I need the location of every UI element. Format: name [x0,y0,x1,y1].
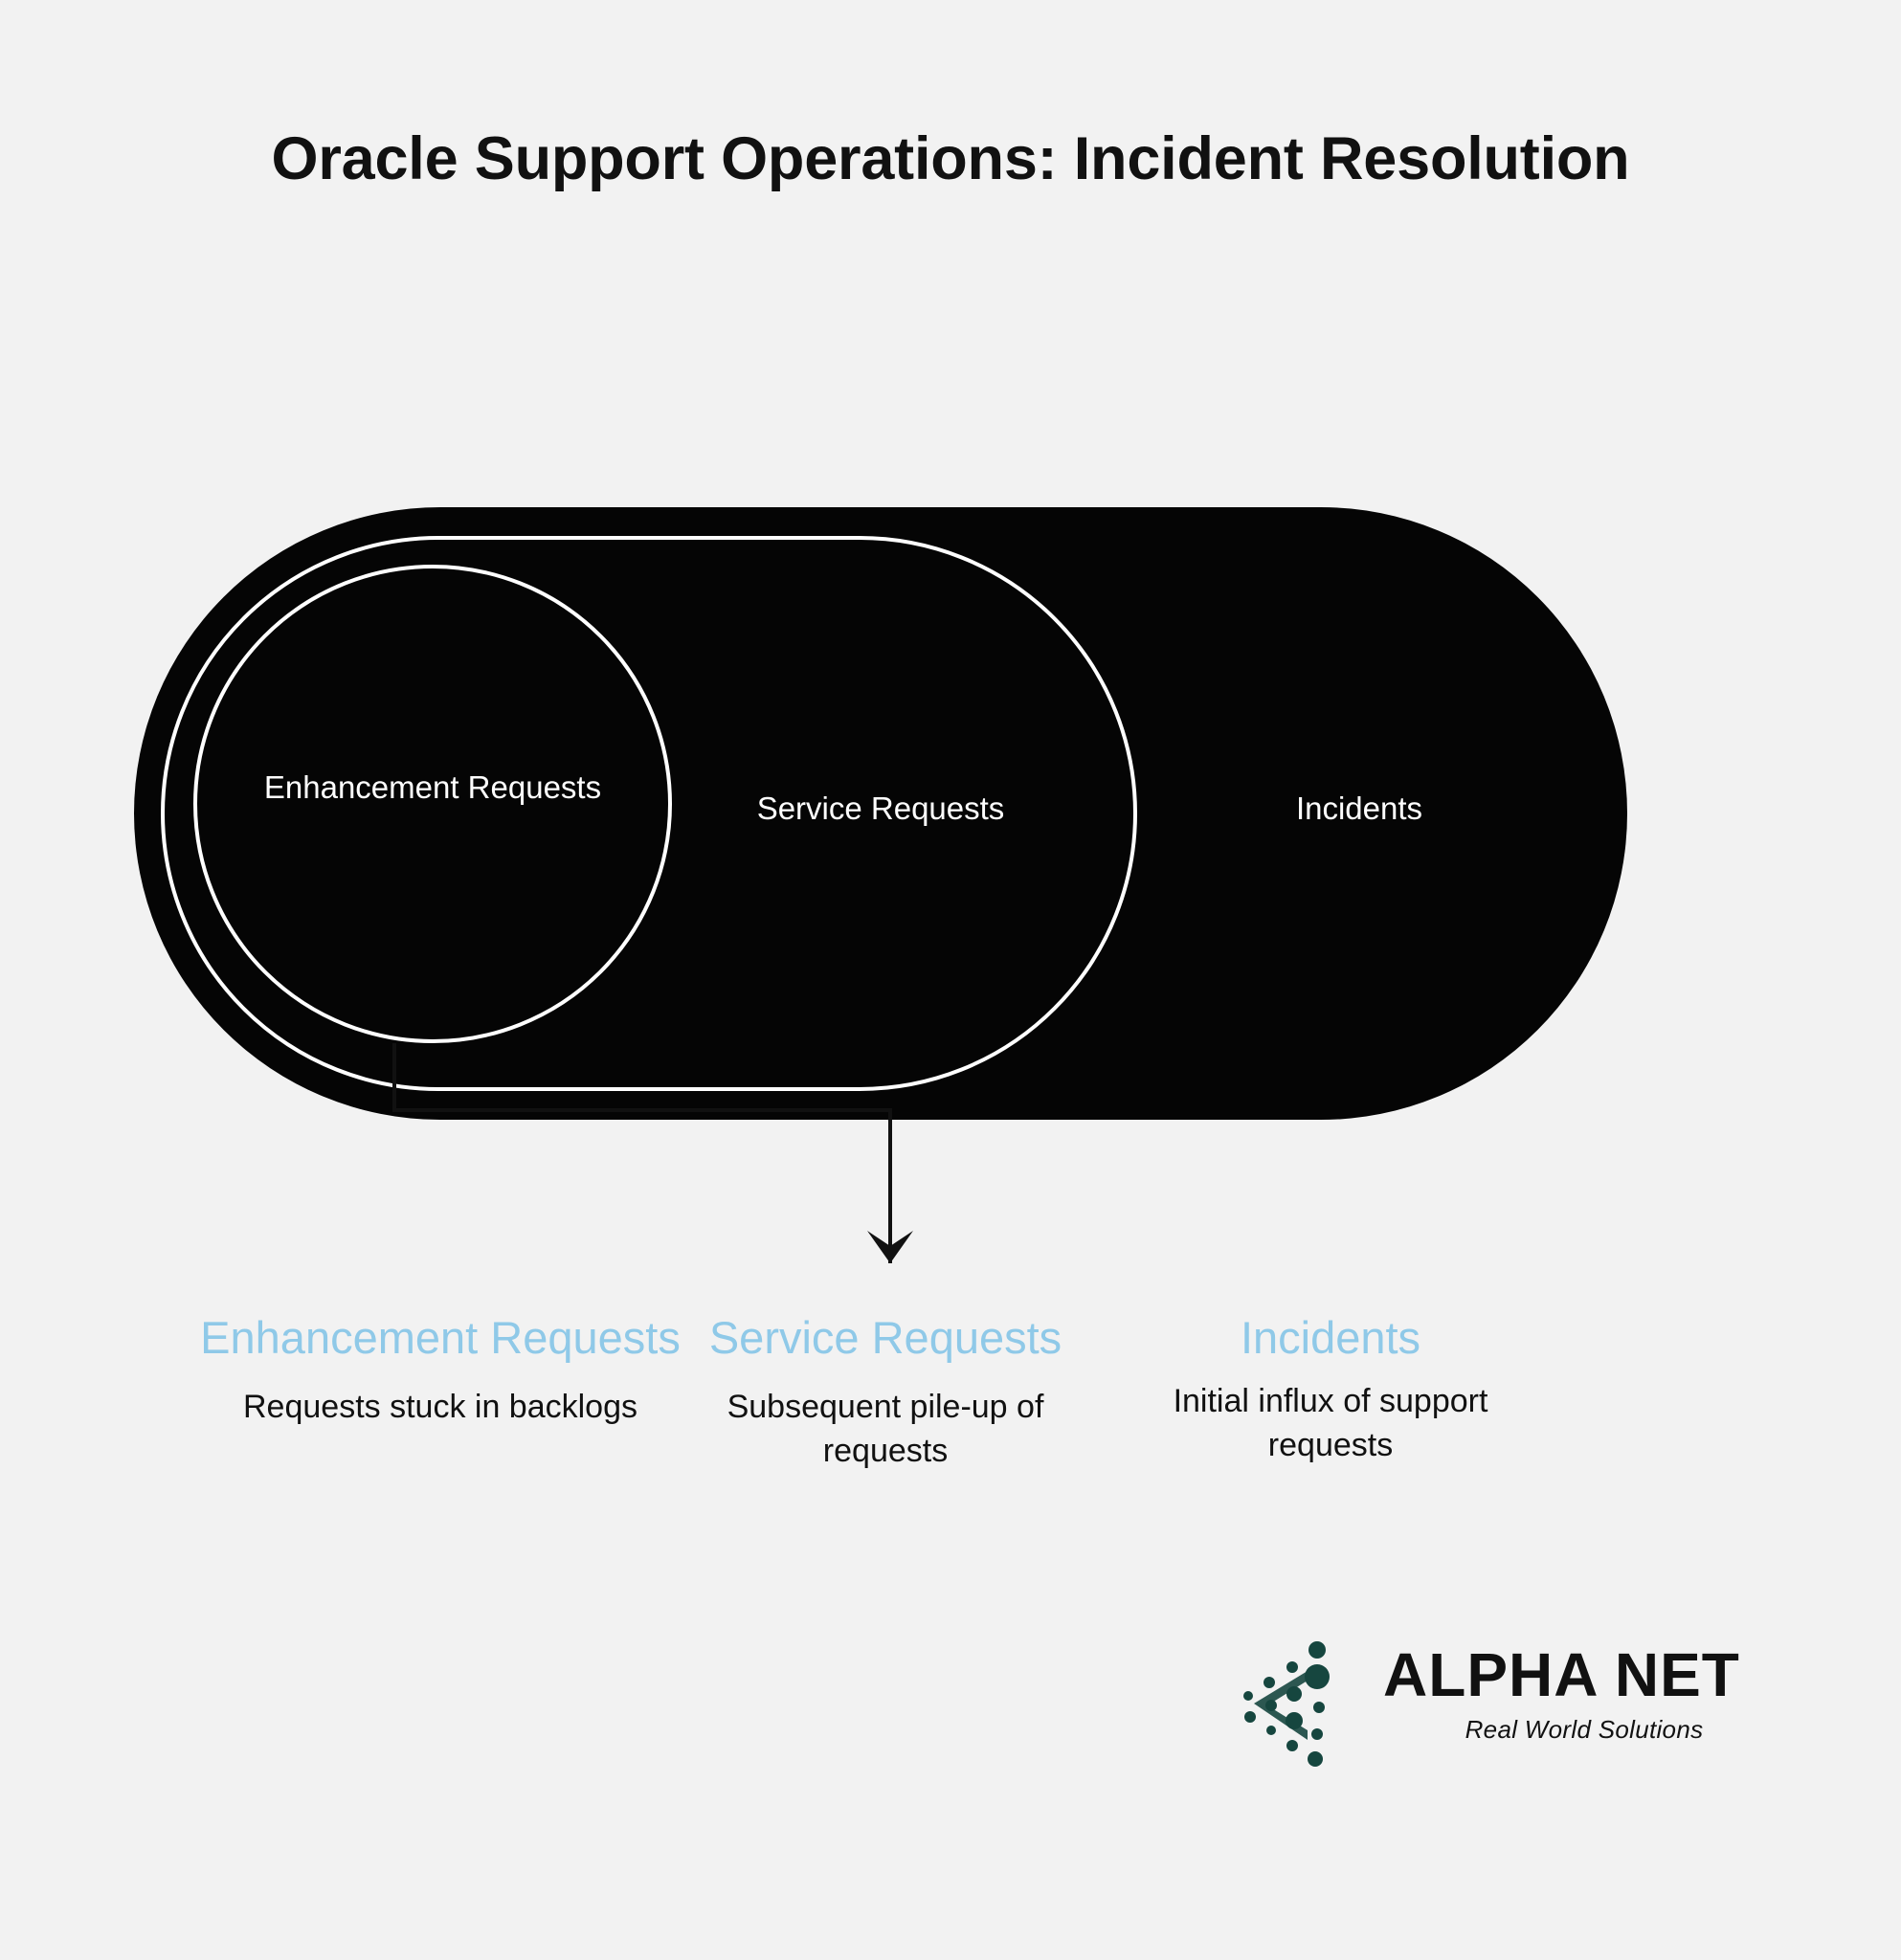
brand-logo [1225,1627,1780,1780]
brand-name: ALPHA NET [1383,1640,1740,1709]
brand-text [1383,1640,1785,1745]
brand-tagline: Real World Solutions [1465,1715,1704,1744]
legend-item-service-requests [694,1311,1077,1473]
incidents-ring-label: Incidents [1295,791,1423,826]
enhancement-requests-ring-label: Enhancement Requests [263,769,602,805]
legend-body: Subsequent pile-up of requests [727,1389,1044,1469]
page-title: Oracle Support Operations: Incident Resolution [271,125,1630,192]
legend-heading: Enhancement Requests [200,1312,681,1363]
venn-diagram [134,507,1627,1120]
legend-heading: Incidents [1240,1312,1421,1363]
legend-item-enhancement-requests [191,1311,689,1430]
service-requests-ring-label: Service Requests [756,791,1005,826]
alpha-net-logo-icon [1225,1635,1378,1778]
legend-body: Requests stuck in backlogs [243,1389,637,1426]
legend [134,1311,1742,1598]
legend-body: Initial influx of support requests [1173,1383,1488,1463]
legend-item-incidents [1110,1311,1551,1467]
legend-heading: Service Requests [708,1312,1062,1363]
